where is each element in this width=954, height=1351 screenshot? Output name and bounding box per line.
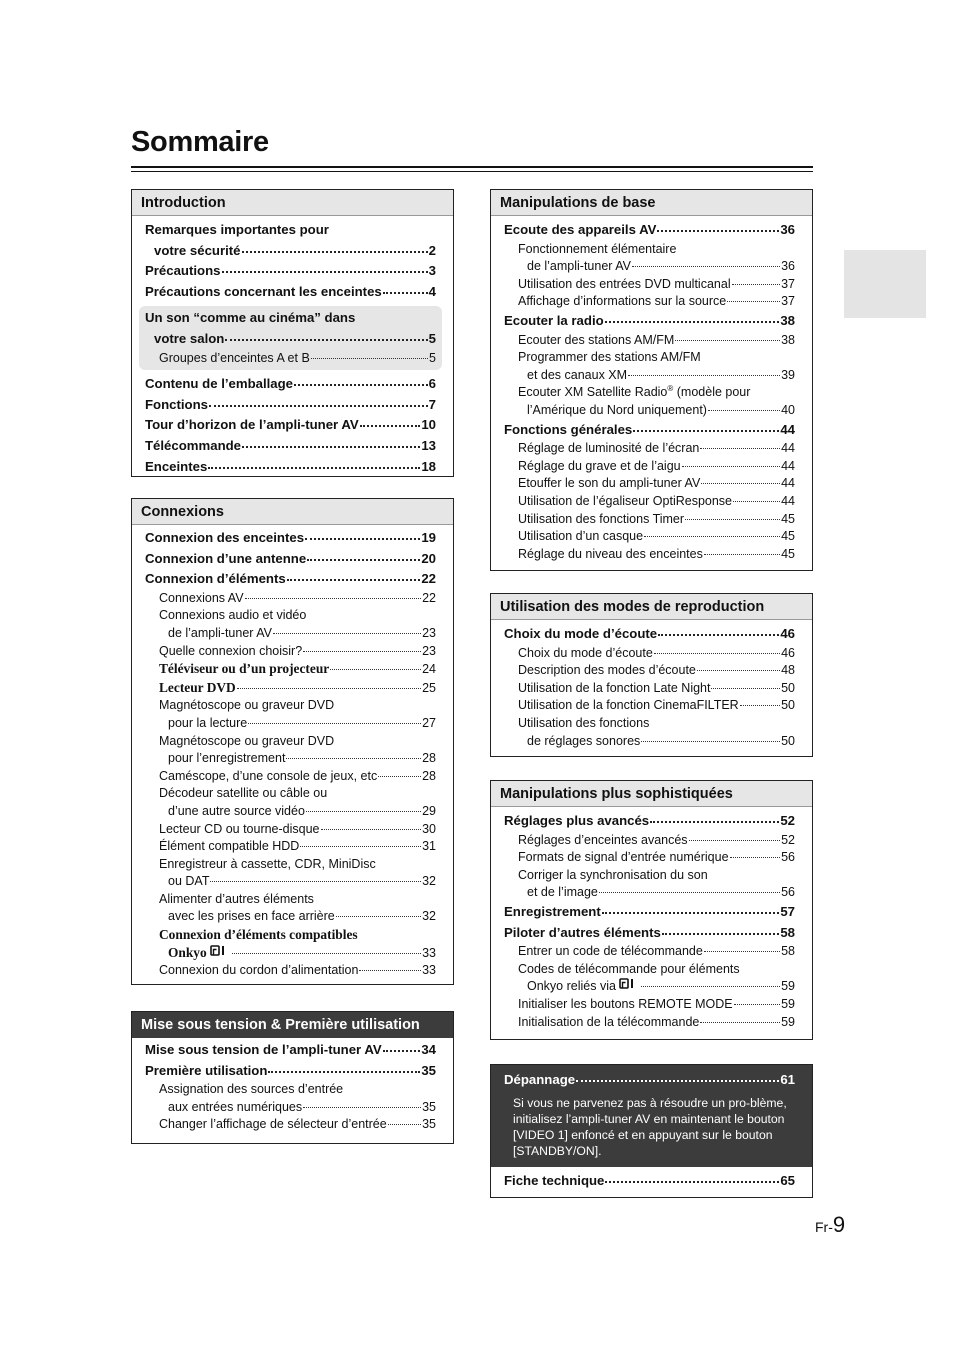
toc-subentry[interactable]: Caméscope, d’une console de jeux, etc 28: [159, 768, 436, 783]
toc-entry[interactable]: Mise sous tension de l’ampli-tuner AV 34: [145, 1042, 436, 1057]
toc-subentry[interactable]: Lecteur CD ou tourne-disque 30: [159, 821, 436, 836]
section-mise-sous-tension: [131, 1011, 454, 1144]
toc-subentry[interactable]: Assignation des sources d’entrée: [159, 1082, 344, 1097]
toc-subentry[interactable]: Connexions AV 22: [159, 590, 436, 605]
toc-subentry[interactable]: de l’ampli-tuner AV 36: [527, 259, 795, 274]
toc-subentry[interactable]: Affichage d’informations sur la source 37: [518, 294, 795, 309]
toc-subentry[interactable]: Description des modes d’écoute 48: [518, 663, 795, 678]
section-modes-reproduction: [490, 593, 813, 757]
toc-subentry[interactable]: de l’ampli-tuner AV 23: [168, 625, 436, 640]
toc-entry[interactable]: Réglages plus avancés 52: [504, 813, 795, 828]
ri-logo-icon: [210, 944, 228, 961]
toc-subentry[interactable]: avec les prises en face arrière 32: [168, 909, 436, 924]
section-depannage: [490, 1064, 813, 1198]
toc-subentry[interactable]: Ecouter des stations AM/FM 38: [518, 332, 795, 347]
toc-entry[interactable]: Connexion d’une antenne 20: [145, 550, 436, 566]
toc-subentry[interactable]: Utilisation de la fonction Late Night 50: [518, 680, 795, 695]
toc-subentry[interactable]: Etouffer le son du ampli-tuner AV 44: [518, 476, 795, 491]
toc-entry[interactable]: Ecouter la radio 38: [504, 312, 795, 328]
toc-subentry[interactable]: Enregistreur à cassette, CDR, MiniDisc: [159, 856, 376, 871]
section-header: Manipulations de base: [491, 190, 812, 216]
toc-subentry[interactable]: Réglage du grave et de l’aigu 44: [518, 458, 795, 473]
depannage-note: Si vous ne parvenez pas à résoudre un pro-blème, initialisez l’ampli-tuner AV en maintenant le bouton [VIDEO 1] enfoncé et en appuyant sur le bouton [STANDBY/ON].: [513, 1095, 787, 1159]
section-header: Utilisation des modes de reproduction: [491, 594, 812, 620]
depannage-panel: [491, 1065, 812, 1167]
toc-entry[interactable]: Choix du mode d’écoute 46: [504, 626, 795, 641]
toc-entry[interactable]: Enregistrement 57: [504, 903, 795, 919]
toc-subentry[interactable]: Corriger la synchronisation du son: [518, 867, 708, 882]
toc-subentry[interactable]: Entrer un code de télécommande 58: [518, 944, 795, 959]
toc-subentry[interactable]: Connexion d’éléments compatibles: [159, 927, 358, 943]
section-connexions: [131, 498, 454, 985]
toc-subentry[interactable]: ou DAT 32: [168, 874, 436, 889]
section-introduction: [131, 189, 454, 477]
toc-entry[interactable]: Connexion d’éléments 22: [145, 571, 436, 587]
section-header: Mise sous tension & Première utilisation: [132, 1012, 453, 1038]
toc-subentry[interactable]: Utilisation des fonctions Timer 45: [518, 511, 795, 526]
toc-subentry[interactable]: pour l’enregistrement 28: [168, 751, 436, 766]
section-manipulations-base: [490, 189, 813, 571]
toc-subentry[interactable]: et de l’image 56: [527, 885, 795, 900]
toc-subentry[interactable]: Élément compatible HDD 31: [159, 839, 436, 854]
toc-subentry[interactable]: Fonctionnement élémentaire: [518, 241, 677, 256]
toc-subentry[interactable]: Onkyo 33: [168, 944, 436, 960]
page-number: Fr-9: [815, 1212, 846, 1237]
toc-subentry[interactable]: Groupes d’enceintes A et B 5: [159, 350, 436, 365]
toc-entry[interactable]: Connexion des enceintes 19: [145, 530, 436, 545]
toc-subentry[interactable]: Utilisation d’un casque 45: [518, 529, 795, 544]
toc-subentry[interactable]: Magnétoscope ou graveur DVD: [159, 733, 335, 748]
toc-entry[interactable]: Fiche technique 65: [504, 1173, 795, 1189]
toc-subentry[interactable]: Téléviseur ou d’un projecteur 24: [159, 661, 436, 677]
section-header: Manipulations plus sophistiquées: [491, 781, 812, 807]
section-header: Connexions: [132, 499, 453, 525]
section-header: Introduction: [132, 190, 453, 216]
toc-subentry[interactable]: Utilisation de l’égaliseur OptiResponse 44: [518, 493, 795, 508]
toc-entry[interactable]: Télécommande 13: [145, 437, 436, 453]
toc-entry[interactable]: Tour d’horizon de l’ampli-tuner AV 10: [145, 417, 436, 433]
ri-logo-icon: [619, 978, 637, 995]
toc-subentry[interactable]: Réglage du niveau des enceintes 45: [518, 546, 795, 561]
toc-subentry[interactable]: Utilisation des fonctions: [518, 715, 650, 730]
toc-entry[interactable]: Fonctions 7: [145, 396, 436, 412]
toc-entry[interactable]: Fonctions générales 44: [504, 421, 795, 437]
toc-subentry[interactable]: Utilisation des entrées DVD multicanal 37: [518, 276, 795, 291]
toc-subentry[interactable]: Changer l’affichage de sélecteur d’entrée 35: [159, 1117, 436, 1132]
toc-subentry[interactable]: Utilisation de la fonction CinemaFILTER 50: [518, 698, 795, 713]
toc-subentry[interactable]: Initialisation de la télécommande 59: [518, 1014, 795, 1029]
toc-subentry[interactable]: l’Amérique du Nord uniquement) 40: [527, 402, 795, 417]
page-title: Sommaire: [131, 126, 269, 158]
toc-entry[interactable]: Ecoute des appareils AV 36: [504, 222, 795, 237]
toc-subentry[interactable]: Quelle connexion choisir? 23: [159, 643, 436, 658]
toc-entry[interactable]: Dépannage 61: [504, 1072, 795, 1087]
toc-subentry[interactable]: Choix du mode d’écoute 46: [518, 645, 795, 660]
toc-entry[interactable]: Enceintes 18: [145, 458, 436, 474]
toc-entry[interactable]: Un son “comme au cinéma” dans: [145, 310, 356, 326]
toc-subentry[interactable]: Réglages d’enceintes avancés 52: [518, 832, 795, 847]
toc-subentry[interactable]: Formats de signal d’entrée numérique 56: [518, 850, 795, 865]
toc-entry[interactable]: Première utilisation 35: [145, 1062, 436, 1078]
toc-subentry[interactable]: Réglage de luminosité de l’écran 44: [518, 441, 795, 456]
toc-subentry[interactable]: Connexions audio et vidéo: [159, 608, 307, 623]
toc-subentry[interactable]: d’une autre source vidéo 29: [168, 803, 436, 818]
toc-subentry[interactable]: et des canaux XM 39: [527, 367, 795, 382]
highlighted-entry-group: [139, 306, 442, 370]
toc-entry[interactable]: Contenu de l’emballage 6: [145, 376, 436, 392]
toc-entry[interactable]: Précautions 3: [145, 263, 436, 279]
toc-entry[interactable]: votre salon 5: [154, 330, 436, 346]
toc-subentry[interactable]: Onkyo reliés via 59: [527, 979, 795, 994]
toc-subentry[interactable]: Alimenter d’autres éléments: [159, 891, 314, 906]
toc-subentry[interactable]: Magnétoscope ou graveur DVD: [159, 698, 335, 713]
title-rule: [131, 166, 813, 168]
toc-subentry[interactable]: Initialiser les boutons REMOTE MODE 59: [518, 996, 795, 1011]
toc-subentry[interactable]: Programmer des stations AM/FM: [518, 350, 701, 365]
toc-entry[interactable]: Remarques importantes pour: [145, 222, 329, 237]
toc-subentry[interactable]: pour la lecture 27: [168, 715, 436, 730]
toc-entry[interactable]: Piloter d’autres éléments 58: [504, 924, 795, 940]
toc-entry[interactable]: Précautions concernant les enceintes 4: [145, 283, 436, 299]
toc-subentry[interactable]: Ecouter XM Satellite Radio® (modèle pour: [518, 384, 751, 400]
toc-subentry[interactable]: aux entrées numériques 35: [168, 1099, 436, 1114]
toc-subentry[interactable]: Lecteur DVD 25: [159, 679, 436, 695]
toc-entry[interactable]: votre sécurité 2: [154, 242, 436, 258]
section-sophistiquees: [490, 780, 813, 1040]
title-rule-thin: [131, 171, 813, 172]
toc-subentry[interactable]: Codes de télécommande pour éléments: [518, 961, 740, 976]
toc-subentry[interactable]: Connexion du cordon d’alimentation 33: [159, 963, 436, 978]
toc-subentry[interactable]: de réglages sonores 50: [527, 733, 795, 748]
side-tab-marker: [844, 250, 926, 318]
toc-subentry[interactable]: Décodeur satellite ou câble ou: [159, 786, 328, 801]
